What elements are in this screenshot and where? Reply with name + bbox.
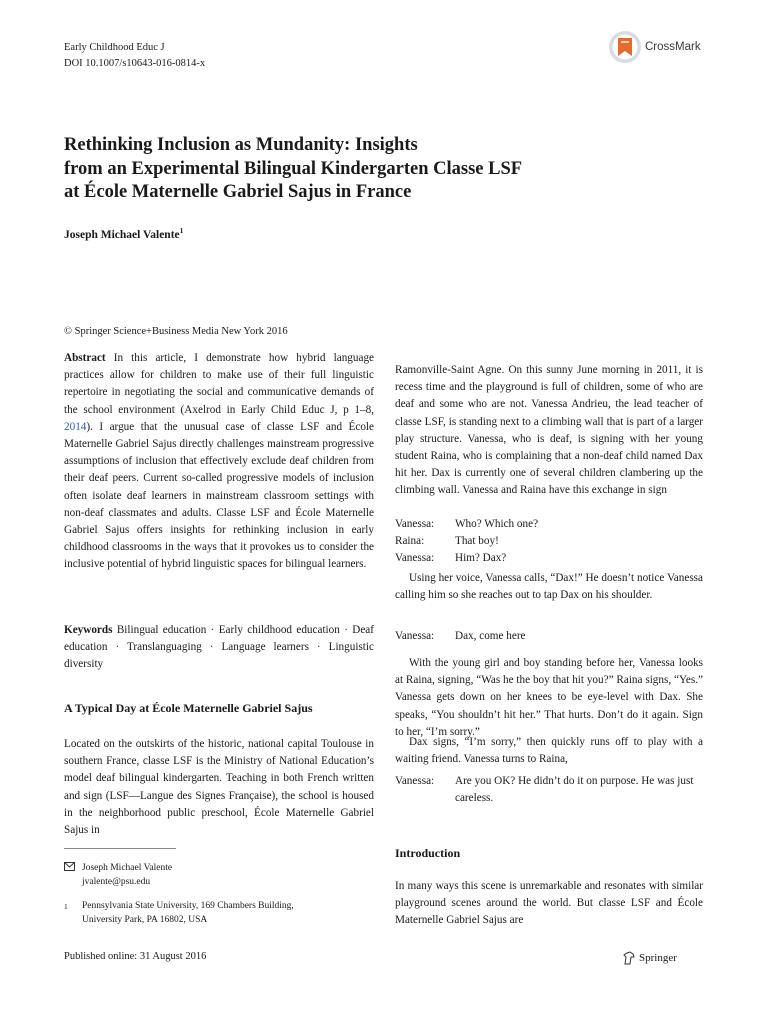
citation-link[interactable]: 2014: [64, 420, 87, 433]
title-line-1: Rethinking Inclusion as Mundanity: Insights: [64, 135, 418, 155]
dialog-speaker: Vanessa:: [395, 775, 435, 787]
author-affiliation-mark: 1: [179, 226, 184, 235]
right-paragraph-1: [395, 362, 703, 500]
section1-para: Located on the outskirts of the historic, national capital Toulouse in southern France, classe LSF is the Ministry of National Education’s model deaf bilingual kindergarten. Teaching in both French written and sign (LSF—Langue des Signes Française), the school is housed in the neighborhood public preschool, École Maternelle Gabriel Sajus in: [64, 738, 374, 837]
footnote-rule: [64, 848, 176, 849]
section-heading-introduction: Introduction: [395, 846, 461, 860]
dialog-2: [395, 628, 703, 645]
crossmark-badge[interactable]: [608, 30, 701, 64]
crossmark-icon: [608, 30, 642, 64]
doi: DOI 10.1007/s10643-016-0814-x: [64, 58, 206, 69]
published-date: Published online: 31 August 2016: [64, 951, 207, 962]
section-paragraph: [64, 736, 374, 839]
intro-para: In many ways this scene is unremarkable and resonates with similar playground scenes around the world. But classe LSF and École Maternelle Gabriel Sajus are: [395, 880, 703, 927]
dialog-1: [395, 516, 703, 568]
publisher-logo: [622, 951, 677, 965]
corresponding-author: [64, 862, 172, 889]
dialog-speaker: Vanessa:: [395, 630, 435, 642]
keywords-label: Keywords: [64, 624, 113, 636]
title-line-3: at École Maternelle Gabriel Sajus in France: [64, 182, 412, 202]
springer-horse-icon: [622, 951, 636, 965]
dialog-line: Who? Which one?: [455, 518, 539, 530]
title-line-2: from an Experimental Bilingual Kindergarten Classe LSF: [64, 158, 523, 179]
author: [64, 226, 183, 241]
dialog-line: Are you OK? He didn’t do it on purpose. He was just careless.: [455, 775, 694, 805]
dialog-line: Him? Dax?: [455, 552, 507, 565]
section-heading-typical-day: A Typical Day at École Maternelle Gabriel Sajus: [64, 701, 313, 715]
para2: Using her voice, Vanessa calls, “Dax!” He doesn’t notice Vanessa calling him so she reaches out to tap Dax on his shoulder.: [395, 572, 703, 602]
dialog-line: Dax, come here: [455, 630, 526, 642]
abstract-text-a: In this article, I demonstrate how hybrid language practices allow for children to make use of their full linguistic repertoire in negotiating the social and communicative demands of the school environment (Axelrod in Early Child Educ J, p 1–8,: [64, 352, 374, 416]
crossmark-label: CrossMark: [645, 41, 701, 53]
dialog-speaker: Raina:: [395, 535, 425, 548]
dialog-3: [395, 773, 703, 807]
author-name: Joseph Michael Valente: [64, 228, 180, 241]
dialog-line: That boy!: [455, 535, 499, 548]
keywords-text: Bilingual education · Early childhood education · Deaf education · Translanguaging · Language learners · Linguistic diversity: [64, 624, 374, 671]
envelope-icon: [64, 862, 82, 889]
para3: With the young girl and boy standing before her, Vanessa looks at Raina, signing, “Was he the boy that hit you?” Raina signs, “Yes.” Vanessa gets down on her knees to be eye-level with Dax. She speaks, “You shouldn’t hit her.” That hurts. Don’t do it again. Sign to her, “I’m sorry.”: [395, 657, 703, 738]
keywords: [64, 622, 374, 674]
dialog-speaker: Vanessa:: [395, 518, 435, 530]
right-paragraph-2: [395, 570, 703, 604]
dialog-speaker: Vanessa:: [395, 552, 435, 565]
affiliation-line-1: Pennsylvania State University, 169 Chambers Building,: [82, 901, 294, 911]
footnote-email[interactable]: jvalente@psu.edu: [82, 876, 151, 887]
journal-header: [64, 40, 205, 72]
abstract: [64, 350, 374, 574]
copyright: © Springer Science+Business Media New York 2016: [64, 326, 288, 337]
affiliation-footnote: [64, 900, 294, 927]
right-paragraph-3: [395, 655, 703, 741]
abstract-text-b: ). I argue that the unusual case of classe LSF and École Maternelle Gabriel Sajus directly challenges mainstream progressive assumptions of inclusion that effectively exclude deaf children from their deaf peers. Current so-called progressive models of inclusion often isolate deaf learners in mainstream classroom settings with non-deaf classmates and adults. Classe LSF and École Maternelle Gabriel Sajus offers insights for rethinking inclusion in early childhood classrooms in the ways that it provokes us to consider the inclusive potential of hybrid linguistic spaces for bilingual learners.: [64, 420, 374, 571]
para1: Ramonville-Saint Agne. On this sunny June morning in 2011, it is recess time and the playground is full of children, some of who are deaf and some who are not. Vanessa Andrieu, the lead teacher of classe LSF, is standing next to a climbing wall that is part of a larger play structure. Vanessa, who is deaf, is signing with her young student Raina, who is complaining that a non-deaf child named Dax hit her. Dax is currently one of several children clambering up the climbing wall. Vanessa and Raina have this exchange in sign: [395, 364, 703, 497]
publisher-name: Springer: [639, 952, 677, 964]
right-paragraph-4: [395, 734, 703, 768]
para4: Dax signs, “I’m sorry,” then quickly runs off to play with a waiting friend. Vanessa turns to Raina,: [395, 736, 703, 766]
affiliation-number: 1: [64, 902, 68, 911]
article-title: [64, 134, 704, 205]
affiliation-line-2: University Park, PA 16802, USA: [82, 914, 208, 925]
abstract-label: Abstract: [64, 352, 106, 364]
footnote-name: Joseph Michael Valente: [82, 863, 173, 873]
journal-name: Early Childhood Educ J: [64, 42, 165, 53]
intro-paragraph: [395, 878, 703, 930]
